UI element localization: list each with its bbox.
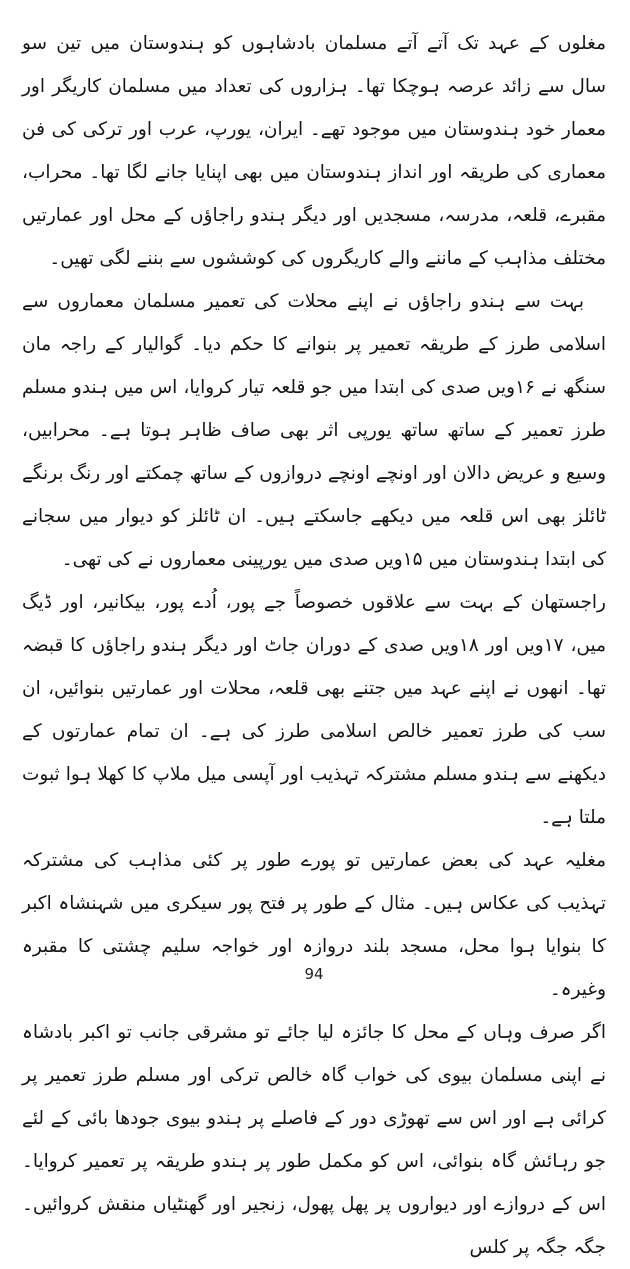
book-page: [14, 10, 614, 1258]
page-number: 94: [304, 965, 324, 983]
body-text: [22, 22, 606, 1269]
paragraph-hindu-rajas: بہت سے ہندو راجاؤں نے اپنے محلات کی تعمیر مسلمان معماروں سے اسلامی طرز کے طریقہ تعمیر پر بنوانے کا حکم دیا۔ گوالیار کے راجہ مان سنگھ نے ۱۶ویں صدی کی ابتدا میں جو قلعہ تیار کروایا، اس میں ہندو مسلم طرز تعمیر کے ساتھ ساتھ یورپی اثر بھی صاف ظاہر ہوتا ہے۔ محرابیں، وسیع و عریض دالان اور اونچے اونچے دروازوں کے ساتھ چمکتے اور رنگ برنگے ٹائلز بھی اس قلعہ میں دیکھے جاسکتے ہیں۔ ان ٹائلز کو دیوار میں سجانے کی ابتدا ہندوستان میں ۱۵ویں صدی میں یورپینی معماروں نے کی تھی۔: [22, 291, 606, 570]
paragraph-rajasthan: راجستھان کے بہت سے علاقوں خصوصاً جے پور، اُدے پور، بیکانیر، اور ڈیگ میں، ۱۷ویں اور ۱۸ویں صدی کے دوران جاٹ اور دیگر ہندو راجاؤں کا قبضہ تھا۔ انھوں نے اپنے عہد میں جتنے بھی قلعہ، محلات اور عمارتیں بنوائیں، ان سب کی طرز تعمیر خالص اسلامی طرز کی ہے۔ ان تمام عمارتوں کے دیکھنے سے ہندو مسلم مشترکہ تہذیب اور آپسی میل ملاپ کا کھلا ہوا ثبوت ملتا ہے۔: [22, 592, 606, 828]
paragraph-mughal-era: مغلوں کے عہد تک آتے آتے مسلمان بادشاہوں کو ہندوستان میں تین سو سال سے زائد عرصہ ہوچکا تھا۔ ہزاروں کی تعداد میں مسلمان کاریگر اور معمار خود ہندوستان میں موجود تھے۔ ایران، یورپ، عرب اور ترکی کی فن معماری کی طریقہ اور انداز ہندوستان میں بھی اپنایا جانے لگا تھا۔ محراب، مقبرے، قلعہ، مدرسہ، مسجدیں اور دیگر ہندو راجاؤں کے محل اور عمارتیں مختلف مذاہب کے ماننے والے کاریگروں کی کوششوں سے بننے لگی تھیں۔: [22, 33, 606, 269]
paragraph-mughal-buildings: مغلیہ عہد کی بعض عمارتیں تو پورے طور پر کئی مذاہب کی مشترکہ تہذیب کی عکاس ہیں۔ مثال کے طور پر فتح پور سیکری میں شہنشاہ اکبر کا بنوایا ہوا محل، مسجد بلند دروازہ اور خواجہ سلیم چشتی کا مقبرہ وغیرہ۔: [22, 850, 606, 1000]
paragraph-palace-review: اگر صرف وہاں کے محل کا جائزہ لیا جائے تو مشرقی جانب تو اکبر بادشاہ نے اپنی مسلمان بیوی کی خواب گاہ خالص ترکی اور مسلم طرز تعمیر پر کرائی ہے اور اس سے تھوڑی دور کے فاصلے پر ہندو بیوی جودھا بائی کے لئے جو رہائش گاہ بنوائی، اس کو مکمل طور پر ہندو طریقہ پر تعمیر کروایا۔ اس کے دروازے اور دیواروں پر پھل پھول، زنجیر اور گھنٹیاں منقش کروائیں۔ جگہ جگہ پر کلس: [22, 1022, 606, 1258]
